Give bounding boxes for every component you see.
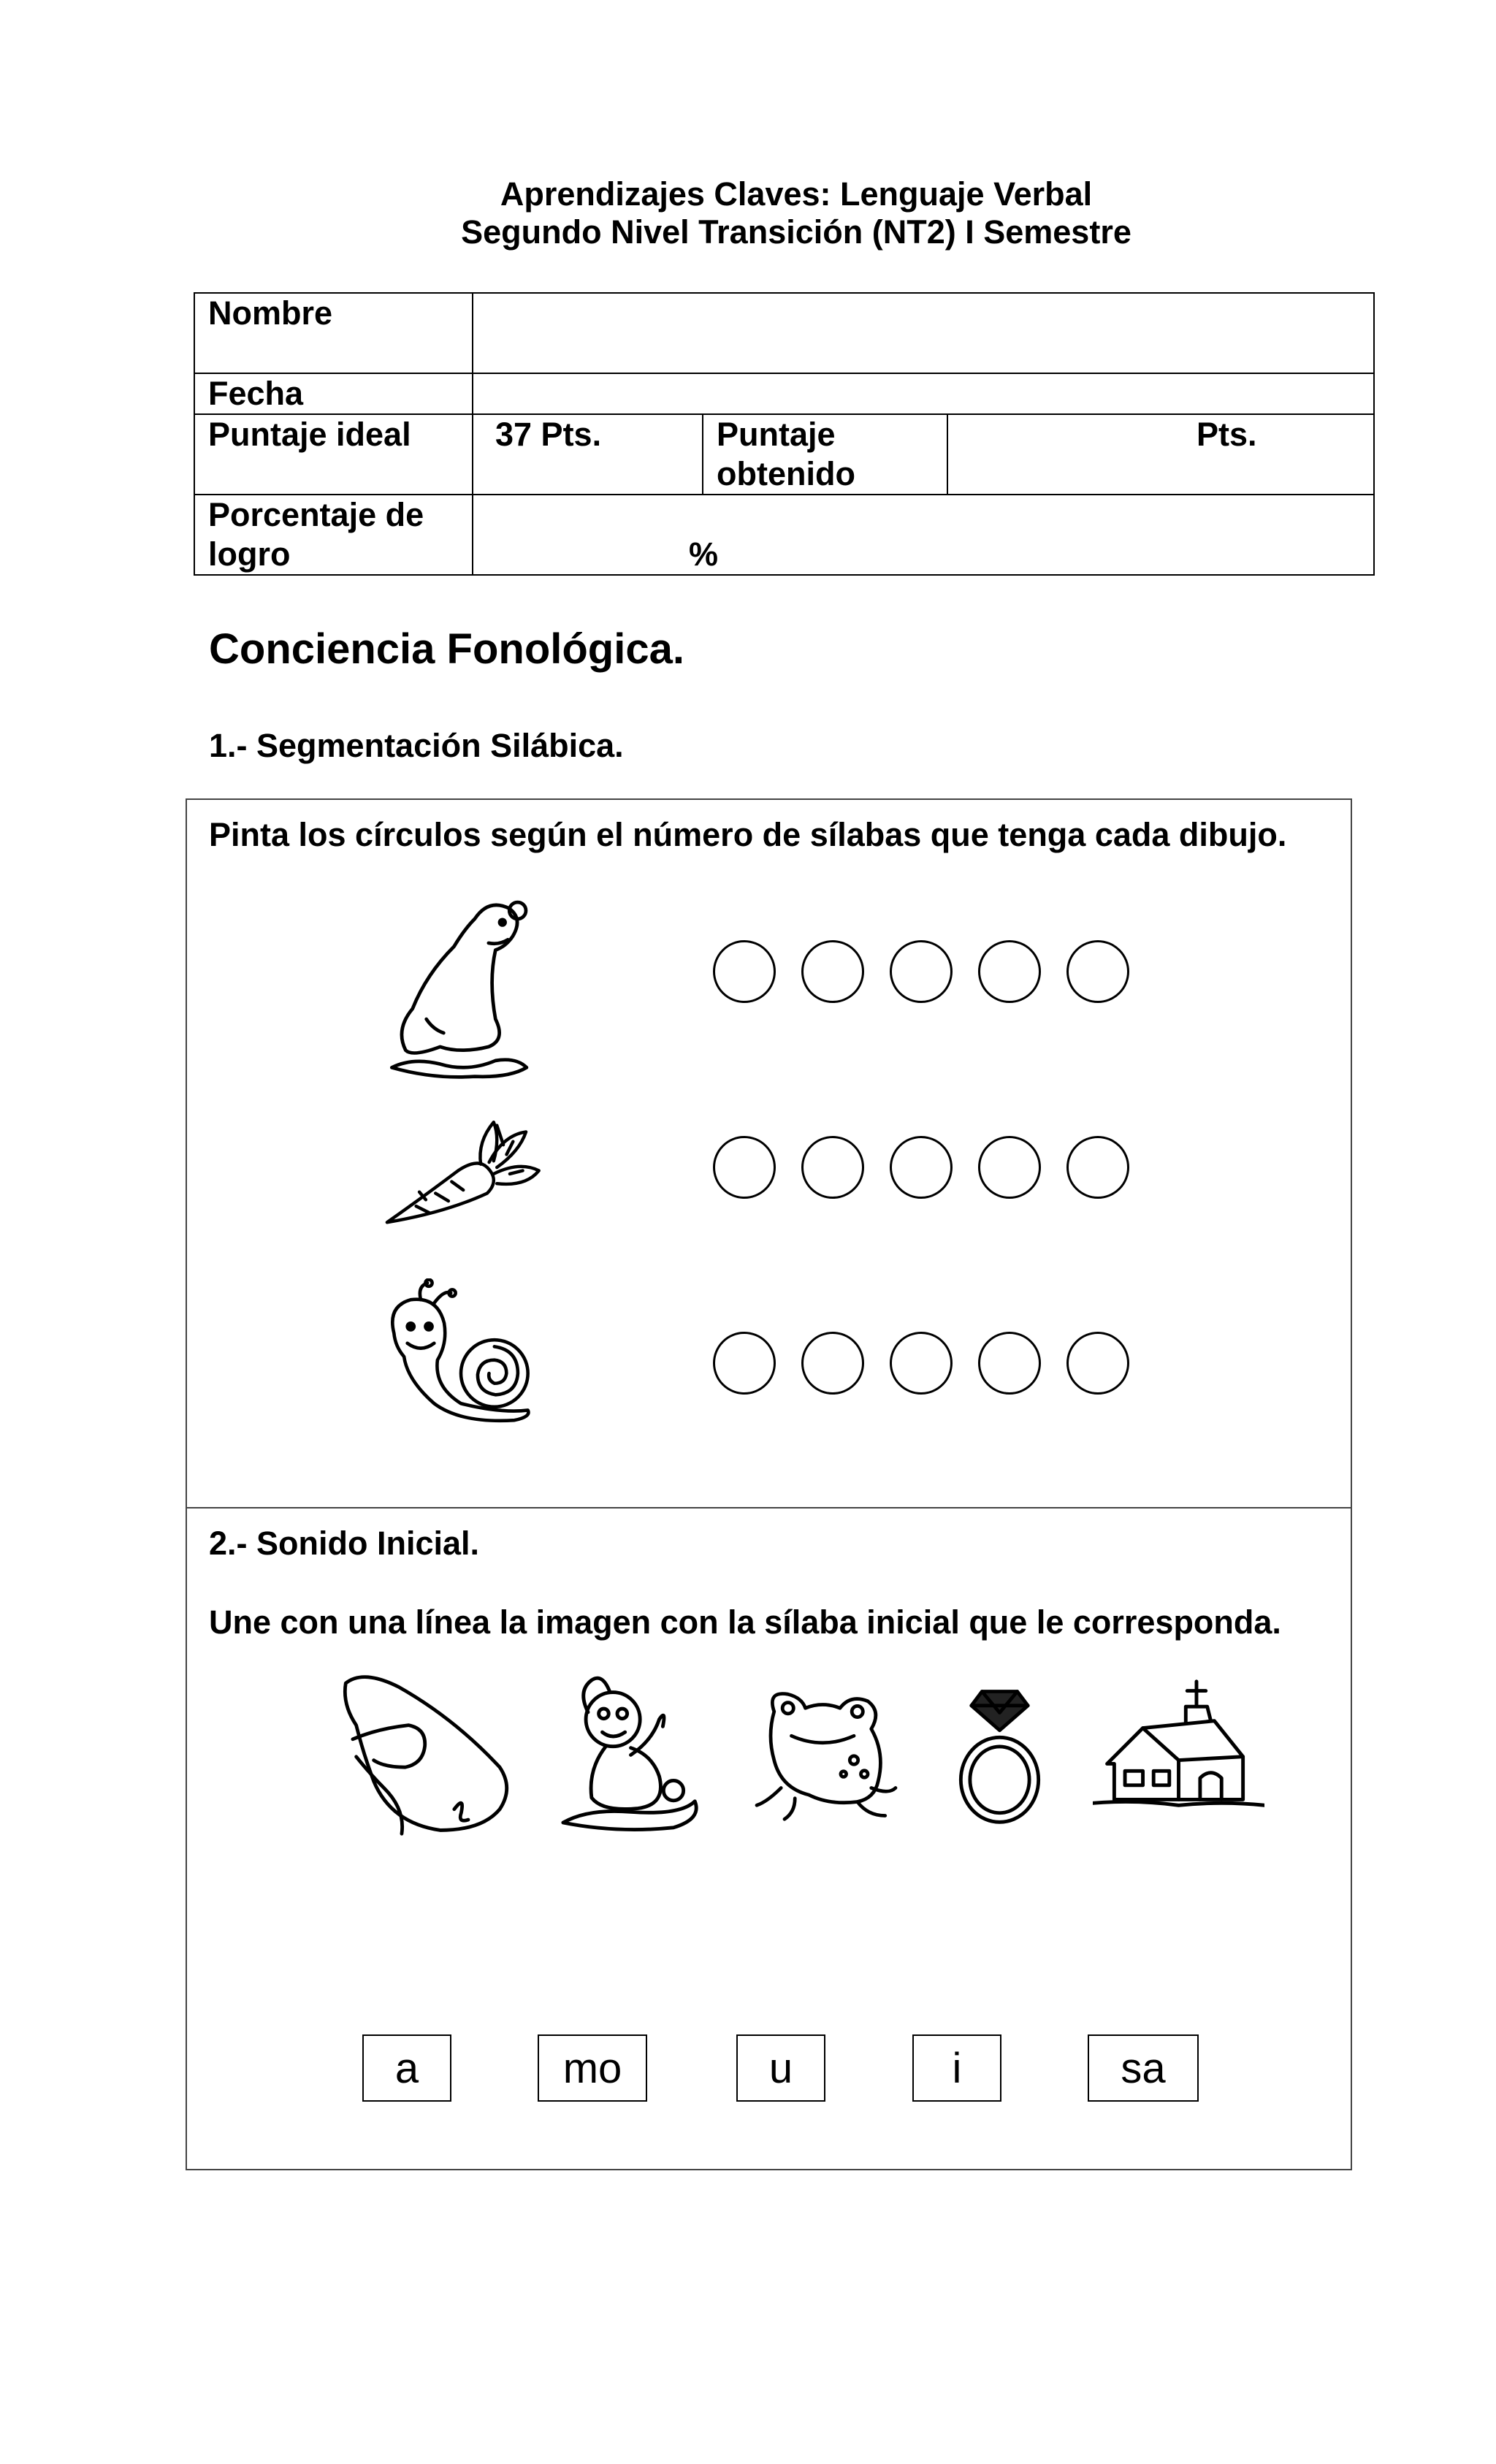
porcentaje-field[interactable] [473,495,1374,575]
syllable-box-u[interactable]: u [736,2034,825,2102]
seal-icon [384,891,538,1085]
carrot-icon [381,1107,549,1235]
ring-icon [947,1684,1053,1826]
puntaje-ideal-label: Puntaje ideal [194,414,473,495]
nombre-field[interactable] [473,293,1374,373]
syllable-circle[interactable] [1066,940,1129,1003]
frog-icon [753,1684,899,1823]
puntaje-obtenido-label-line2: obtenido [717,455,855,492]
circles-row-2 [713,1136,1129,1199]
circles-row-3 [713,1332,1129,1395]
section-title: Conciencia Fonológica. [209,625,684,673]
info-table [194,292,1375,576]
snail-icon [381,1278,541,1428]
exercise1-title: 1.- Segmentación Silábica. [209,727,624,764]
exercise1-instruction: Pinta los círculos según el número de sílabas que tenga cada dibujo. [209,816,1287,853]
exercise1-box [186,798,1352,1508]
porcentaje-label-line2: logro [208,535,291,573]
title-line-2: Segundo Nivel Transición (NT2) I Semestre [461,213,1131,251]
syllable-box-mo[interactable]: mo [538,2034,647,2102]
syllable-circle[interactable] [713,940,776,1003]
porcentaje-label-line1: Porcentaje de [208,496,424,533]
syllable-circle[interactable] [801,940,864,1003]
syllable-circle[interactable] [890,1136,953,1199]
syllable-circle[interactable] [1066,1332,1129,1395]
nombre-label: Nombre [194,293,473,373]
syllable-circle[interactable] [890,1332,953,1395]
puntaje-obtenido-unit: Pts. [1197,416,1257,453]
puntaje-obtenido-label [703,414,947,495]
finger-icon [333,1669,519,1837]
syllable-circle[interactable] [978,1136,1041,1199]
fecha-field[interactable] [473,373,1374,414]
exercise2-title: 2.- Sonido Inicial. [209,1525,480,1562]
syllable-circle[interactable] [713,1332,776,1395]
syllable-box-i[interactable]: i [912,2034,1001,2102]
puntaje-obtenido-label-line1: Puntaje [717,416,836,453]
syllable-circle[interactable] [1066,1136,1129,1199]
syllable-circle[interactable] [801,1332,864,1395]
syllable-box-a[interactable]: a [362,2034,451,2102]
title-line-1: Aprendizajes Claves: Lenguaje Verbal [500,175,1093,213]
exercise2-instruction: Une con una línea la imagen con la sílaba inicial que le corresponda. [209,1603,1281,1641]
exercise2-box [186,1507,1352,2170]
syllable-circle[interactable] [713,1136,776,1199]
circles-row-1 [713,940,1129,1003]
syllable-circle[interactable] [801,1136,864,1199]
fecha-label: Fecha [194,373,473,414]
syllable-box-sa[interactable]: sa [1088,2034,1199,2102]
syllable-circle[interactable] [978,940,1041,1003]
porcentaje-label [194,495,473,575]
house-church-icon [1093,1677,1264,1815]
puntaje-obtenido-field[interactable] [947,414,1374,495]
monkey-icon [560,1669,702,1834]
puntaje-ideal-value: 37 Pts. [473,414,703,495]
syllable-circle[interactable] [890,940,953,1003]
porcentaje-unit: % [689,535,719,573]
syllable-circle[interactable] [978,1332,1041,1395]
